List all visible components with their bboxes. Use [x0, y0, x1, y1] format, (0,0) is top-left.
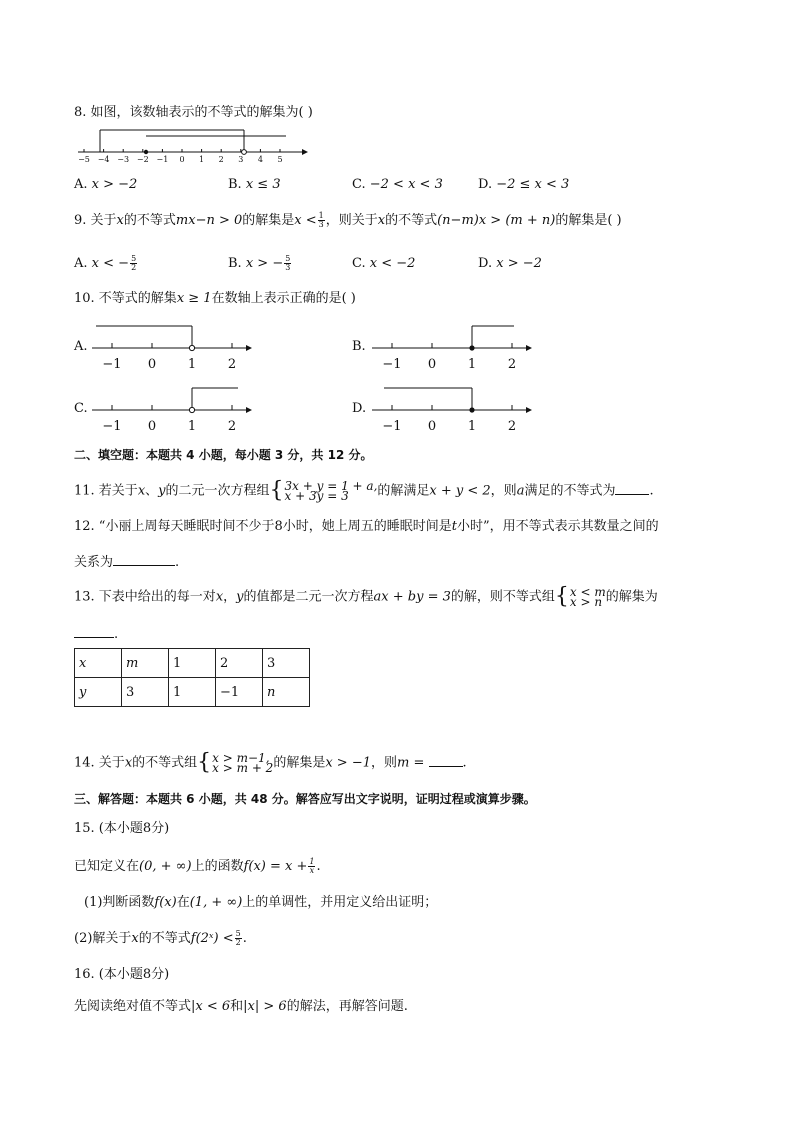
table-cell: n [263, 678, 310, 707]
section-2-heading: 二、填空题：本题共 4 小题，每小题 3 分，共 12 分。 [74, 448, 373, 462]
q10-tick-label: 0 [427, 357, 437, 372]
q8-option-c[interactable]: C. −2 < x < 3 [352, 177, 443, 192]
q10-tick-label: 0 [147, 419, 157, 434]
q8-closed-dot [144, 150, 148, 154]
q10-option-b-number-line[interactable] [370, 322, 540, 374]
q10-tick-label: 2 [227, 419, 237, 434]
q10-option-a-number-line[interactable] [90, 322, 260, 374]
table-cell: x [75, 649, 122, 678]
q9-option-b[interactable]: B. x > − $\frac{5}{3}$ [228, 254, 291, 272]
q8-tick-label: 3 [238, 155, 244, 164]
q10-option-c-label[interactable]: C. [74, 401, 88, 416]
q10-option-c-number-line[interactable] [90, 384, 260, 436]
q8-option-d[interactable]: D. −2 ≤ x < 3 [478, 177, 570, 192]
q13-stem: 13. 下表中给出的每一对x，y的值都是二元一次方程ax + by = 3的解，则不等式组{ x < m x > n 的解集为 [74, 584, 658, 609]
q10-tick-label: 1 [467, 357, 477, 372]
q8-tick-label: 2 [218, 155, 224, 164]
q10-tick-label: 2 [507, 419, 517, 434]
q15-line1: 已知定义在(0, + ∞)上的函数f(x) = x + $\frac{1}{x}$ . [74, 857, 321, 875]
q8-tick-label: −3 [117, 155, 130, 164]
q10-tick-label: 2 [507, 357, 517, 372]
q15-part2: (2)解关于x的不等式f(2ˣ) < $\frac{5}{2}$ . [74, 929, 247, 947]
q10-tick-label: 0 [147, 357, 157, 372]
q8-open-dot [242, 150, 247, 155]
q13-value-table [74, 648, 310, 707]
q9-option-d[interactable]: D. x > −2 [478, 256, 542, 271]
q8-option-b[interactable]: B. x ≤ 3 [228, 177, 281, 192]
q8-option-a[interactable]: A. x > −2 [74, 177, 138, 192]
q12-answer-blank[interactable] [113, 552, 175, 566]
table-cell: 3 [122, 678, 169, 707]
q15-heading: 15. (本小题8分) [74, 821, 170, 836]
q8-number-line [74, 126, 314, 166]
q8-tick-label: 4 [257, 155, 263, 164]
table-cell: 2 [216, 649, 263, 678]
q10-option-b-label[interactable]: B. [352, 339, 366, 354]
q16-heading: 16. (本小题8分) [74, 967, 170, 982]
q8-tick-label: 5 [277, 155, 283, 164]
q14-answer-blank[interactable] [429, 753, 463, 767]
q16-line1: 先阅读绝对值不等式|x < 6和|x| > 6的解法，再解答问题. [74, 999, 408, 1014]
q10-tick-label: 2 [227, 357, 237, 372]
q10-tick-label: −1 [102, 357, 122, 372]
q8-tick-label: −5 [78, 155, 90, 164]
q13-answer-line: . [74, 624, 118, 644]
table-cell: 1 [169, 649, 216, 678]
table-cell: −1 [216, 678, 263, 707]
table-cell: 3 [263, 649, 310, 678]
q10-tick-label: 0 [427, 419, 437, 434]
section-3-heading: 三、解答题：本题共 6 小题，共 48 分。解答应写出文字说明，证明过程或演算步骤。 [74, 792, 536, 806]
q9-option-c[interactable]: C. x < −2 [352, 256, 416, 271]
q10-tick-label: 1 [467, 419, 477, 434]
q10-tick-label: −1 [382, 419, 402, 434]
q8-tick-label: −1 [156, 155, 169, 164]
q10-stem: 10. 不等式的解集x ≥ 1在数轴上表示正确的是( ) [74, 291, 356, 306]
q12-line1: 12. “小丽上周每天睡眠时间不少于8小时，她上周五的睡眠时间是t小时”，用不等式表示其数量之间的 [74, 519, 659, 534]
q8-tick-label: −2 [136, 155, 149, 164]
q10-tick-label: 1 [187, 419, 197, 434]
table-cell: 1 [169, 678, 216, 707]
table-cell: m [122, 649, 169, 678]
q8-stem: 8. 如图，该数轴表示的不等式的解集为( ) [74, 105, 313, 120]
q9-stem: 9. 关于x的不等式mx−n > 0的解集是x < $\frac{1}{3}$ ，则关于x的不等式(n−m)x > (m + n)的解集是( ) [74, 211, 622, 229]
q10-tick-label: −1 [102, 419, 122, 434]
q11-stem: 11. 若关于x、y的二元一次方程组{ 3x + y = 1 + a, x + 3y = 3 的解满足x + y < 2，则a满足的不等式为 . [74, 478, 654, 503]
q8-tick-label: 1 [199, 155, 205, 164]
q8-tick-label: −4 [97, 155, 110, 164]
q10-option-a-label[interactable]: A. [74, 339, 88, 354]
q8-tick-label: 0 [179, 155, 185, 164]
q9-option-a[interactable]: A. x < − $\frac{5}{2}$ [74, 254, 137, 272]
q10-option-d-number-line[interactable] [370, 384, 540, 436]
q12-line2: 关系为 . [74, 552, 179, 572]
q10-tick-label: 1 [187, 357, 197, 372]
q10-tick-label: −1 [382, 357, 402, 372]
q13-answer-blank[interactable] [74, 624, 114, 638]
table-row [75, 678, 310, 707]
q11-answer-blank[interactable] [615, 481, 649, 495]
table-row [75, 649, 310, 678]
q14-stem: 14. 关于x的不等式组{ x > m−1, x > m + 2 的解集是x > −1，则m = . [74, 750, 467, 775]
q15-part1: (1)判断函数f(x)在(1, + ∞)上的单调性，并用定义给出证明； [84, 895, 438, 910]
table-cell: y [75, 678, 122, 707]
q10-option-d-label[interactable]: D. [352, 401, 367, 416]
